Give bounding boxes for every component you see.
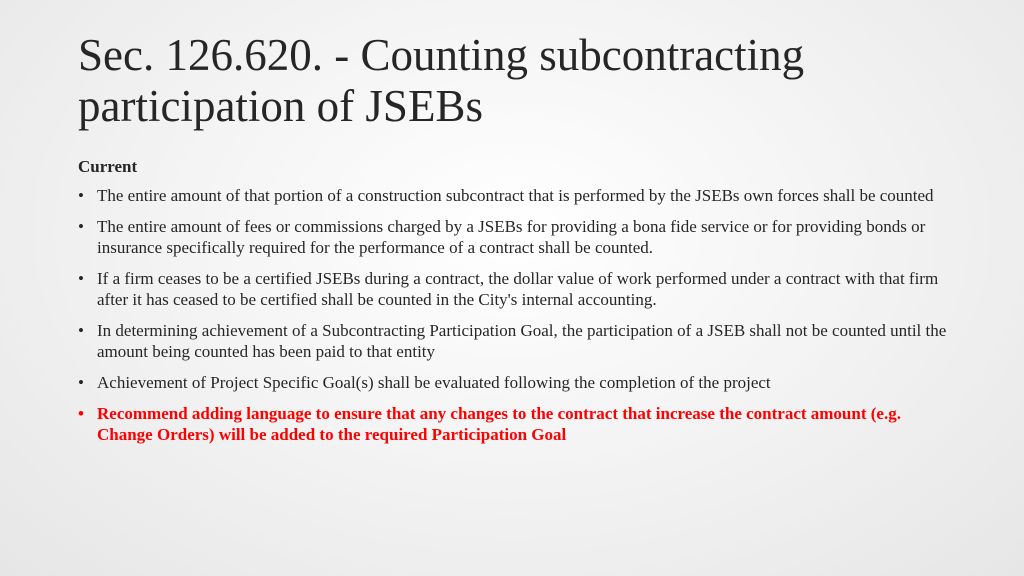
section-heading-current: Current [78, 157, 138, 176]
bullet-text: If a firm ceases to be a certified JSEBs during a contract, the dollar value of work performed under a contract with that firm after it has ceased to be certified shall be counted in the City's internal accounting. [97, 269, 939, 309]
slide-title: Sec. 126.620. - Counting subcontracting participation of JSEBs [78, 30, 805, 131]
bullet-text: The entire amount of fees or commissions charged by a JSEBs for providing a bona fide service or for providing bonds or insurance specifically required for the performance of a contract shall be counted. [97, 217, 926, 257]
bullet-text: Achievement of Project Specific Goal(s) shall be evaluated following the completion of the project [97, 373, 771, 392]
bullet-item [78, 185, 958, 206]
bullet-item [78, 320, 958, 362]
bullet-text-recommendation: Recommend adding language to ensure that any changes to the contract that increase the contract amount (e.g. Change Orders) will be added to the required Participation Goal [97, 404, 901, 444]
bullet-dot-icon: • [78, 321, 84, 340]
bullet-item-recommendation [78, 403, 958, 445]
bullet-list [78, 185, 958, 445]
bullet-item [78, 372, 958, 393]
bullet-text: In determining achievement of a Subcontracting Participation Goal, the participation of a JSEB shall not be counted until the amount being counted has been paid to that entity [97, 321, 947, 361]
bullet-dot-icon: • [78, 217, 84, 236]
bullet-item [78, 216, 958, 258]
bullet-dot-icon: • [78, 269, 84, 288]
bullet-dot-icon: • [78, 373, 84, 392]
bullet-dot-icon: • [78, 404, 84, 423]
bullet-dot-icon: • [78, 186, 84, 205]
bullet-item [78, 268, 958, 310]
bullet-text: The entire amount of that portion of a construction subcontract that is performed by the JSEBs own forces shall be counted [97, 186, 934, 205]
slide-content [78, 156, 958, 455]
